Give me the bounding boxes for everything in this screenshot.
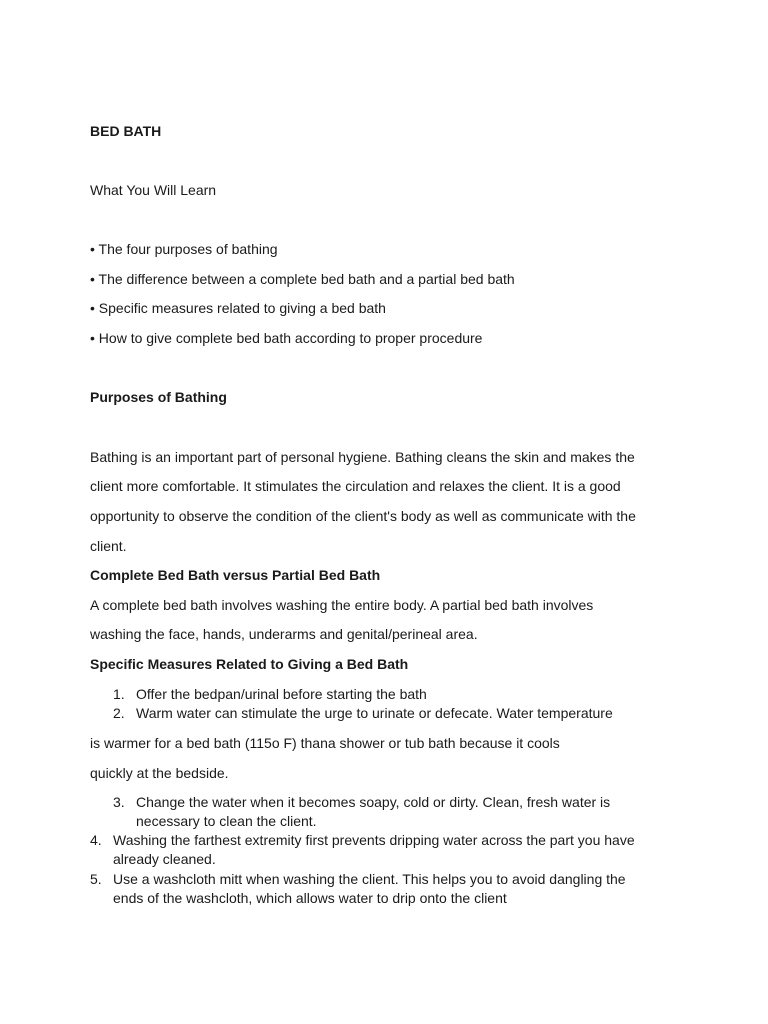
paragraph-line: A complete bed bath involves washing the entire body. A partial bed bath involves <box>90 597 594 613</box>
paragraph-line: client. <box>90 538 127 554</box>
paragraph-line: washing the face, hands, underarms and genital/perineal area. <box>90 626 478 642</box>
list-number: 1. <box>113 686 125 702</box>
list-item-text: Warm water can stimulate the urge to urinate or defecate. Water temperature <box>136 705 613 721</box>
list-number: 5. <box>90 871 102 887</box>
paragraph-line: client more comfortable. It stimulates the circulation and relaxes the client. It is a good <box>90 478 621 494</box>
list-item-text: Offer the bedpan/urinal before starting the bath <box>136 686 427 702</box>
list-number: 4. <box>90 832 102 848</box>
section-heading-complete-vs-partial: Complete Bed Bath versus Partial Bed Bath <box>90 567 381 583</box>
list-item-text: already cleaned. <box>113 851 216 867</box>
list-number: 2. <box>113 705 125 721</box>
section-heading-purposes: Purposes of Bathing <box>90 389 227 405</box>
bullet-item: • The difference between a complete bed bath and a partial bed bath <box>90 271 515 287</box>
list-number: 3. <box>113 794 125 810</box>
list-item-text: Use a washcloth mitt when washing the client. This helps you to avoid dangling the <box>113 871 626 887</box>
bullet-item: • Specific measures related to giving a bed bath <box>90 300 386 316</box>
document-title: BED BATH <box>90 123 162 139</box>
paragraph-line: is warmer for a bed bath (115o F) thana shower or tub bath because it cools <box>90 735 560 751</box>
learn-subtitle: What You Will Learn <box>90 182 217 198</box>
list-item-text: Change the water when it becomes soapy, cold or dirty. Clean, fresh water is <box>136 794 611 810</box>
list-item-text: necessary to clean the client. <box>136 813 317 829</box>
section-heading-measures: Specific Measures Related to Giving a Bed Bath <box>90 656 409 672</box>
paragraph-line: quickly at the bedside. <box>90 765 229 781</box>
paragraph-line: Bathing is an important part of personal hygiene. Bathing cleans the skin and makes the <box>90 449 635 465</box>
list-item-text: Washing the farthest extremity first prevents dripping water across the part you have <box>113 832 635 848</box>
paragraph-line: opportunity to observe the condition of the client's body as well as communicate with the <box>90 508 636 524</box>
bullet-item: • The four purposes of bathing <box>90 241 278 257</box>
bullet-item: • How to give complete bed bath according to proper procedure <box>90 330 483 346</box>
list-item-text: ends of the washcloth, which allows water to drip onto the client <box>113 890 507 906</box>
